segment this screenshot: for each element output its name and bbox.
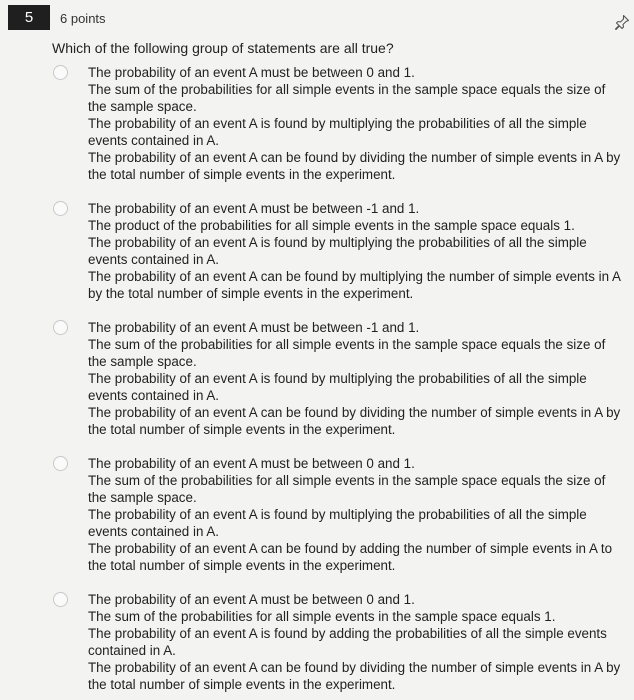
option-statement: The probability of an event A can be found by adding the number of simple events in A to the total number of simple events in the experiment. (88, 541, 613, 573)
option-statement: The product of the probabilities for all simple events in the sample space equals 1. (88, 218, 575, 233)
option-statement: The probability of an event A is found by adding the probabilities of all the simple events contained in A. (88, 626, 607, 658)
option-statement: The probability of an event A must be between -1 and 1. (88, 201, 420, 216)
radio-button[interactable] (53, 456, 68, 471)
option-statement: The probability of an event A can be found by dividing the number of simple events in A by the total number of simple events in the experiment. (88, 660, 621, 692)
question-prompt: Which of the following group of statements are all true? (52, 40, 394, 56)
radio-button[interactable] (53, 65, 68, 80)
radio-button[interactable] (53, 592, 68, 607)
answer-option-2[interactable] (0, 200, 634, 302)
option-statement: The sum of the probabilities for all simple events in the sample space equals 1. (88, 609, 556, 624)
option-statement: The probability of an event A is found by multiplying the probabilities of all the simple events contained in A. (88, 116, 587, 148)
option-statement: The probability of an event A is found by multiplying the probabilities of all the simple events contained in A. (88, 507, 587, 539)
answer-option-1[interactable] (0, 64, 634, 183)
option-statement: The probability of an event A must be between -1 and 1. (88, 320, 420, 335)
option-statement: The sum of the probabilities for all simple events in the sample space equals the size of the sample space. (88, 473, 606, 505)
answer-options (0, 64, 634, 693)
option-statement: The sum of the probabilities for all simple events in the sample space equals the size of the sample space. (88, 337, 606, 369)
option-statement: The probability of an event A must be between 0 and 1. (88, 456, 415, 471)
option-statement: The probability of an event A must be between 0 and 1. (88, 592, 415, 607)
option-statement: The sum of the probabilities for all simple events in the sample space equals the size of the sample space. (88, 82, 606, 114)
option-statement: The probability of an event A is found by multiplying the probabilities of all the simple events contained in A. (88, 235, 587, 267)
option-statement: The probability of an event A can be found by multiplying the number of simple events in A by the total number of simple events in the experiment. (88, 269, 621, 301)
option-statement: The probability of an event A can be found by dividing the number of simple events in A by the total number of simple events in the experiment. (88, 150, 621, 182)
pin-icon[interactable] (614, 14, 630, 30)
radio-button[interactable] (53, 320, 68, 335)
option-statement: The probability of an event A must be between 0 and 1. (88, 65, 415, 80)
question-points: 6 points (60, 11, 106, 26)
question-number-badge: 5 (8, 5, 50, 30)
answer-option-5[interactable] (0, 591, 634, 693)
option-statement: The probability of an event A is found by multiplying the probabilities of all the simple events contained in A. (88, 371, 587, 403)
answer-option-4[interactable] (0, 455, 634, 574)
option-statement: The probability of an event A can be found by dividing the number of simple events in A by the total number of simple events in the experiment. (88, 405, 621, 437)
answer-option-3[interactable] (0, 319, 634, 438)
radio-button[interactable] (53, 201, 68, 216)
